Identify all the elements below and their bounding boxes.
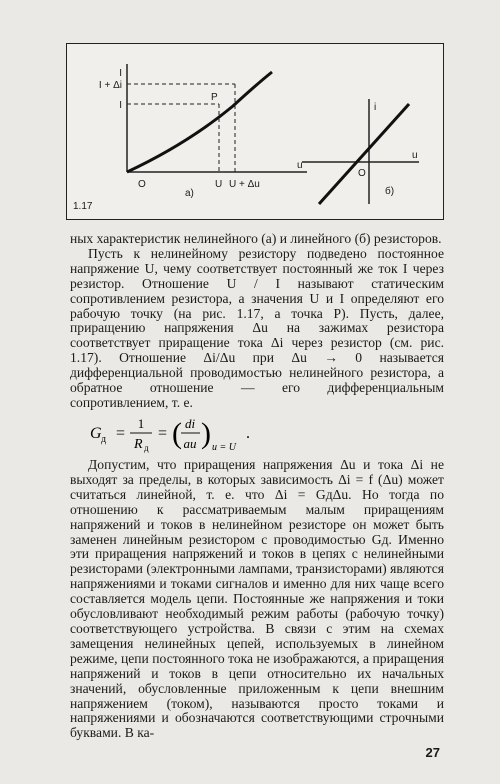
graph-a-tick-x2: U + Δu <box>229 179 260 190</box>
formula-paren-left: ( <box>172 417 182 450</box>
formula-frac1-den-sub: д <box>144 443 149 453</box>
graph-a-curve <box>127 72 272 172</box>
formula-frac1-num: 1 <box>137 416 145 431</box>
graph-a-point-label: P <box>211 92 218 103</box>
paragraph-1: ных характеристик нелинейного (а) и линейного (б) резисторов. <box>70 231 442 246</box>
formula-eq1: = <box>116 425 126 442</box>
main-paragraph <box>70 458 444 741</box>
figure-1-17 <box>66 43 444 220</box>
graph-a-caption: а) <box>185 188 194 199</box>
graph-b-line <box>319 104 409 204</box>
paragraph-2: Пусть к нелинейному резистору подведено постоянное напряжение U, чему соответствует постоянный же ток I через резистор. Отношение U / I называют статическим сопротивлением резистора, а значения U и I определяют его рабочую точку (на рис. 1.17, а точка P). Пусть, далее, приращению напряжения Δu на зажимах резистора соответствует приращение тока Δi через резистор (см. рис. 1.17). Отношение Δi/Δu при Δu → 0 называется дифференциальной проводимостью нелинейного резистора, а обратное отношение — его дифференциальным сопротивлением, т. е. <box>70 245 444 410</box>
formula-lhs-sub: д <box>101 434 107 445</box>
graph-a-y-axis-label: I <box>119 68 122 79</box>
formula-frac2-den: au <box>183 436 197 451</box>
figure-drawing <box>67 44 443 219</box>
figure-number: 1.17 <box>73 201 93 212</box>
paragraph-3: Допустим, что приращения напряжения Δu и тока Δi не выходят за пределы, в которых зависимость Δi = f (Δu) может считаться линейной, т. е. что Δi = GдΔu. Но тогда по отношению к рассматриваемым малым приращениям напряжений и токов в нелинейном резисторе он может быть заменен линейным резистором с проводимостью Gд. Именно эти приращения напряжений и токов в цепях с нелинейными резисторами (электронными лампами, транзисторами) являются напряжениями и токами сигналов и именно для них чаще всего составляется модель цепи. Постоянные же напряжения и токи обусловливают необходимый режим работы (рабочую точку) соответствующего устройства. В связи с этим на схемах замещения нелинейных цепей, используемых в линейном режиме, цепи постоянного тока не изображаются, а приращения напряжений и токов в цепи относительно их начальных значений, обусловленные приложенным к цепи внешним напряжением (током), называются просто токами и напряжениями и обозначаются соответствующими строчными буквами. В ка- <box>70 457 444 741</box>
graph-a-tick-lower: I <box>119 100 122 111</box>
graph-a-x-axis-label: u <box>297 160 303 171</box>
formula-lhs: G <box>90 425 102 442</box>
formula-drawing <box>90 410 350 460</box>
graph-b-caption: б) <box>385 186 395 197</box>
graph-b-y-axis-label: i <box>374 102 377 113</box>
graph-a-tick-upper: I + Δi <box>98 80 122 91</box>
formula-subscript: u = U <box>212 442 236 453</box>
page-number: 27 <box>425 745 440 760</box>
graph-b-origin: O <box>358 168 366 179</box>
graph-a-tick-x1: U <box>215 179 223 190</box>
formula-end: . <box>246 425 250 442</box>
formula-paren-right: ) <box>201 417 211 450</box>
formula-eq2: = <box>158 425 168 442</box>
graph-a-origin: O <box>138 179 146 190</box>
formula-frac1-den: R <box>134 437 143 452</box>
formula-frac2-num: di <box>184 416 196 431</box>
caption-paragraph <box>70 232 444 411</box>
graph-b-x-axis-label: u <box>412 150 418 161</box>
